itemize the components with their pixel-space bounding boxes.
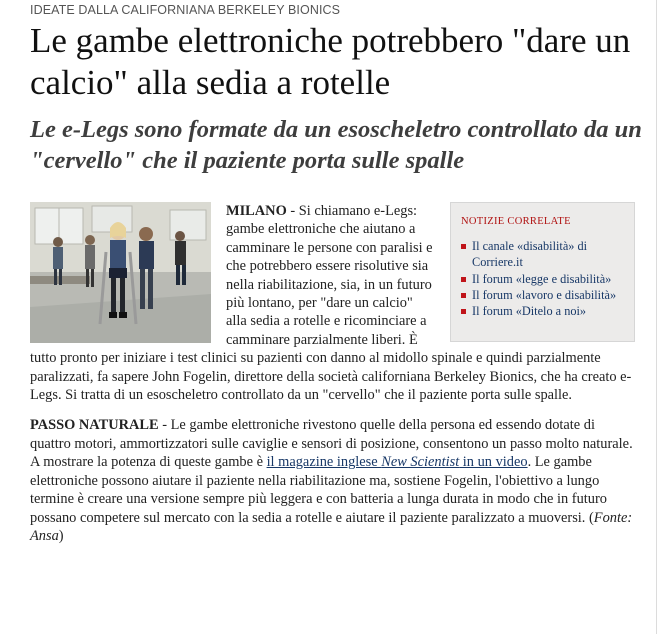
paragraph-1-text: - Si chiamano e-Legs: gambe elettroniche che aiutano a camminare le persone con paralisi e che potrebbero essere risolutive sia nella riabilitazione, sia, in un futuro più lontano, per "dare un calcio" alla sedia a rotelle e ricominciare a camminare parzialmente liberi. È tutto pronto per iniziare i test clinici su pazienti con danno al midollo spinale e quindi parzialmente paralizzati, fa sapere John Fogelin, direttore della società californiana Berkeley Bionics, che ha creato e-Legs. Si tratta di un esoscheletro controllato da un "cervello" che il paziente porta sulle spalle. [30,203,632,404]
article-body [30,202,635,557]
link-text-b: in un video [459,454,528,471]
article-kicker: IDEATE DALLA CALIFORNIANA BERKELEY BIONICS [30,3,341,17]
related-news-title: NOTIZIE CORRELATE [461,216,571,227]
source-credit: Fonte: Ansa [30,509,633,544]
new-scientist-video-link[interactable] [267,454,528,470]
related-news-item[interactable] [461,239,624,271]
square-bullet-icon [461,277,466,282]
paragraph-2-close: ) [58,527,64,544]
dateline: MILANO [226,203,287,219]
paragraph-2-text-b: . Le gambe elettroniche possono aiutare il paziente nella riabilitazione ma, sostiene Fogelin, l'obiettivo a lungo termine è creare una versione sempre più leggera e con batteria a lunga durata in modo che in futuro possano competere sul mercato con la sedia a rotelle e aiutare il paziente paralizzato a muoversi. ( [30,454,607,526]
related-link-disabilita-channel[interactable]: Il canale «disabilità» di Corriere.it [472,239,588,270]
related-news-item[interactable] [461,288,624,304]
square-bullet-icon [461,309,466,314]
article-subtitle: Le e-Legs sono formate da un esoscheletro controllato da un "cervello" che il paziente porta sulle spalle [30,116,642,174]
link-text-italic: New Scientist [381,454,460,471]
page-divider [656,0,657,634]
square-bullet-icon [461,244,466,249]
section-heading-passo-naturale: PASSO NATURALE [30,417,159,434]
link-text-a: il magazine inglese [266,454,382,471]
photo-exoskeleton-demo[interactable] [30,202,211,343]
related-news-item[interactable] [461,304,624,320]
photo-image [30,202,211,343]
related-link-forum-ditelo[interactable]: Il forum «Ditelo a noi» [472,304,587,319]
related-link-forum-legge[interactable]: Il forum «legge e disabilità» [472,271,612,286]
related-news-box [450,202,635,342]
paragraph-2-text-a: - Le gambe elettroniche rivestono quelle della persona ed essendo dotate di quattro motori, ammortizzatori sulle caviglie e sensori di posizione, consentono un passo molto naturale. A mostrare la potenza di queste gambe è [30,417,633,471]
article-paragraph-2 [30,416,635,545]
square-bullet-icon [461,293,466,298]
related-news-item[interactable] [461,272,624,288]
related-link-forum-lavoro[interactable]: Il forum «lavoro e disabilità» [472,287,617,302]
related-news-list [461,239,624,319]
article-headline: Le gambe elettroniche potrebbero "dare un calcio" alla sedia a rotelle [30,21,631,102]
